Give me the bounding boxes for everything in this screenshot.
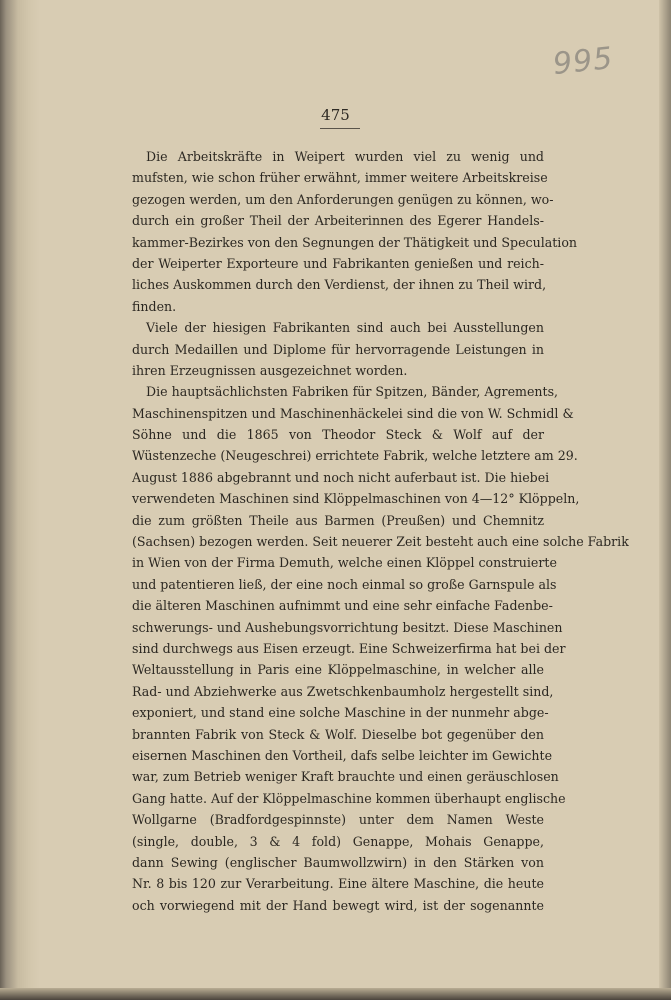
text-line: dann Sewing (englischer Baumwollzwirn) in den Stärken von [132, 854, 544, 870]
text-line: verwendeten Maschinen sind Klöppelmaschinen von 4—12° Klöppeln, [132, 491, 580, 507]
text-line: gezogen werden, um den Anforderungen genügen zu können, wo- [132, 191, 554, 207]
text-line: Söhne und die 1865 von Theodor Steck & Wolf auf der [132, 427, 544, 443]
text-line: war, zum Betrieb weniger Kraft brauchte und einen geräuschlosen [132, 769, 559, 785]
text-line: (single, double, 3 & 4 fold) Genappe, Mohais Genappe, [132, 833, 544, 849]
handwritten-page-note: 995 [551, 40, 615, 83]
text-line: Viele der hiesigen Fabrikanten sind auch bei Ausstellungen [146, 320, 544, 336]
text-line: och vorwiegend mit der Hand bewegt wird, ist der sogenannte [132, 897, 544, 913]
text-line: sind durchwegs aus Eisen erzeugt. Eine Schweizerfirma hat bei der [132, 640, 566, 656]
text-line: Gang hatte. Auf der Klöppelmaschine kommen überhaupt englische [132, 790, 566, 806]
page-number-underline [320, 128, 360, 129]
page-bottom-edge [0, 988, 671, 1000]
text-line: schwerungs- und Aushebungsvorrichtung besitzt. Diese Maschinen [132, 619, 563, 635]
text-line: die zum größten Theile aus Barmen (Preußen) und Chemnitz [132, 512, 544, 528]
text-line: in Wien von der Firma Demuth, welche einen Klöppel construierte [132, 555, 557, 571]
text-line: eisernen Maschinen den Vortheil, dafs selbe leichter im Gewichte [132, 747, 553, 763]
text-line: kammer-Bezirkes von den Segnungen der Thätigkeit und Speculation [132, 234, 578, 250]
page-number: 475 [321, 106, 350, 124]
text-line: und patentieren ließ, der eine noch einmal so große Garnspule als [132, 576, 557, 592]
text-line: Weltausstellung in Paris eine Klöppelmaschine, in welcher alle [132, 662, 544, 678]
text-line: durch Medaillen und Diplome für hervorragende Leistungen in [132, 341, 544, 357]
text-line: Wüstenzeche (Neugeschrei) errichtete Fabrik, welche letztere am 29. [132, 448, 578, 464]
text-line: August 1886 abgebrannt und noch nicht auferbaut ist. Die hiebei [132, 469, 550, 485]
text-line: (Sachsen) bezogen werden. Seit neuerer Zeit besteht auch eine solche Fabrik [132, 534, 629, 550]
body-text [132, 146, 629, 916]
text-line: der Weiperter Exporteure und Fabrikanten genießen und reich- [132, 255, 544, 271]
page-right-edge [659, 0, 671, 1000]
text-line: Die hauptsächlichsten Fabriken für Spitzen, Bänder, Agrements, [146, 384, 559, 400]
text-line: Maschinenspitzen und Maschinenhäckelei sind die von W. Schmidl & [132, 405, 574, 421]
text-line: mufsten, wie schon früher erwähnt, immer weitere Arbeitskreise [132, 170, 548, 186]
text-line: Wollgarne (Bradfordgespinnste) unter dem Namen Weste [132, 812, 544, 828]
text-line: finden. [132, 298, 177, 314]
text-line: die älteren Maschinen aufnimmt und eine sehr einfache Fadenbe- [132, 598, 553, 614]
text-line: exponiert, und stand eine solche Maschine in der nunmehr abge- [132, 705, 549, 721]
book-binding-gutter [0, 0, 40, 1000]
text-line: liches Auskommen durch den Verdienst, der ihnen zu Theil wird, [132, 277, 547, 293]
text-line: durch ein großer Theil der Arbeiterinnen des Egerer Handels- [132, 213, 544, 229]
text-line: Rad- und Abziehwerke aus Zwetschkenbaumholz hergestellt sind, [132, 683, 554, 699]
text-line: Die Arbeitskräfte in Weipert wurden viel zu wenig und [146, 149, 544, 164]
text-line: Nr. 8 bis 120 zur Verarbeitung. Eine ältere Maschine, die heute [132, 876, 544, 892]
text-line: brannten Fabrik von Steck & Wolf. Dieselbe bot gegenüber den [132, 726, 544, 742]
text-line: ihren Erzeugnissen ausgezeichnet worden. [132, 362, 408, 378]
